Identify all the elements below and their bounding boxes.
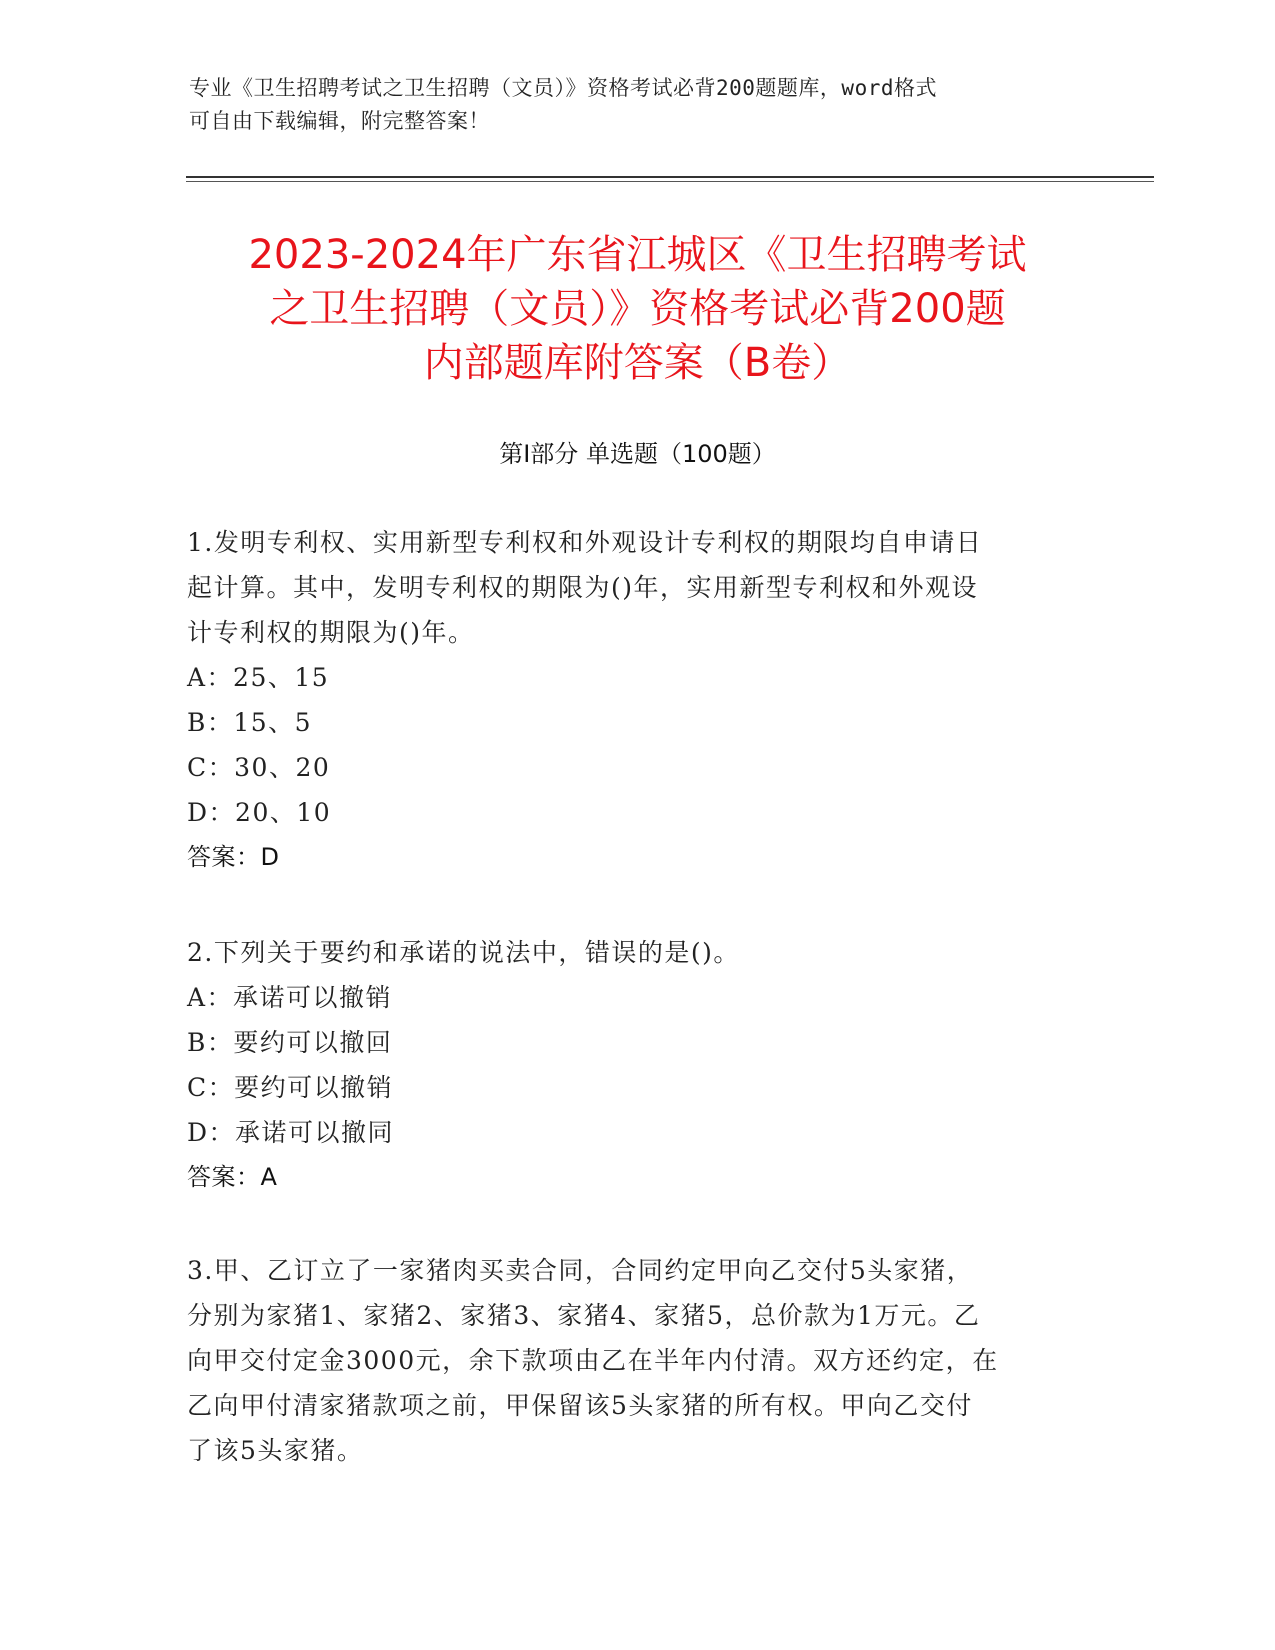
- title-line: 内部题库附答案（B卷）: [423, 340, 852, 386]
- option-d: D：20、10: [187, 798, 332, 827]
- question-item: [187, 1248, 1087, 1473]
- header-note: [189, 72, 1069, 138]
- question-text-line: 乙向甲付清家猪款项之前，甲保留该5头家猪的所有权。甲向乙交付: [187, 1391, 973, 1420]
- question-text-line: 了该5头家猪。: [187, 1436, 364, 1465]
- header-divider: [186, 176, 1154, 178]
- section-title: 第I部分 单选题（100题）: [499, 440, 776, 468]
- header-note-line: 专业《卫生招聘考试之卫生招聘（文员）》资格考试必背200题题库，word格式: [189, 76, 937, 100]
- question-item: [187, 930, 1087, 1200]
- question-text-line: 计专利权的期限为()年。: [187, 618, 475, 647]
- title-line: 之卫生招聘（文员）》资格考试必背200题: [269, 286, 1006, 332]
- question-text-line: 2.下列关于要约和承诺的说法中，错误的是()。: [187, 938, 740, 967]
- question-item: [187, 520, 1087, 880]
- document-title: [150, 228, 1125, 390]
- answer-line: 答案：A: [187, 1163, 278, 1191]
- option-c: C：30、20: [187, 753, 331, 782]
- option-a: A：承诺可以撤销: [187, 983, 393, 1012]
- option-d: D：承诺可以撤同: [187, 1118, 395, 1147]
- question-text-line: 1.发明专利权、实用新型专利权和外观设计专利权的期限均自申请日: [187, 528, 983, 557]
- header-divider-thin: [186, 181, 1154, 182]
- option-b: B：要约可以撤回: [187, 1028, 393, 1057]
- question-text-line: 向甲交付定金3000元，余下款项由乙在半年内付清。双方还约定，在: [187, 1346, 999, 1375]
- title-line: 2023-2024年广东省江城区《卫生招聘考试: [248, 232, 1027, 278]
- option-c: C：要约可以撤销: [187, 1073, 394, 1102]
- question-text-line: 3.甲、乙订立了一家猪肉买卖合同，合同约定甲向乙交付5头家猪，: [187, 1256, 974, 1285]
- header-note-line: 可自由下载编辑，附完整答案！: [189, 109, 490, 133]
- question-text-line: 分别为家猪1、家猪2、家猪3、家猪4、家猪5，总价款为1万元。乙: [187, 1301, 981, 1330]
- answer-line: 答案：D: [187, 843, 280, 871]
- question-text-line: 起计算。其中，发明专利权的期限为()年，实用新型专利权和外观设: [187, 573, 979, 602]
- option-a: A：25、15: [187, 663, 330, 692]
- option-b: B：15、5: [187, 708, 313, 737]
